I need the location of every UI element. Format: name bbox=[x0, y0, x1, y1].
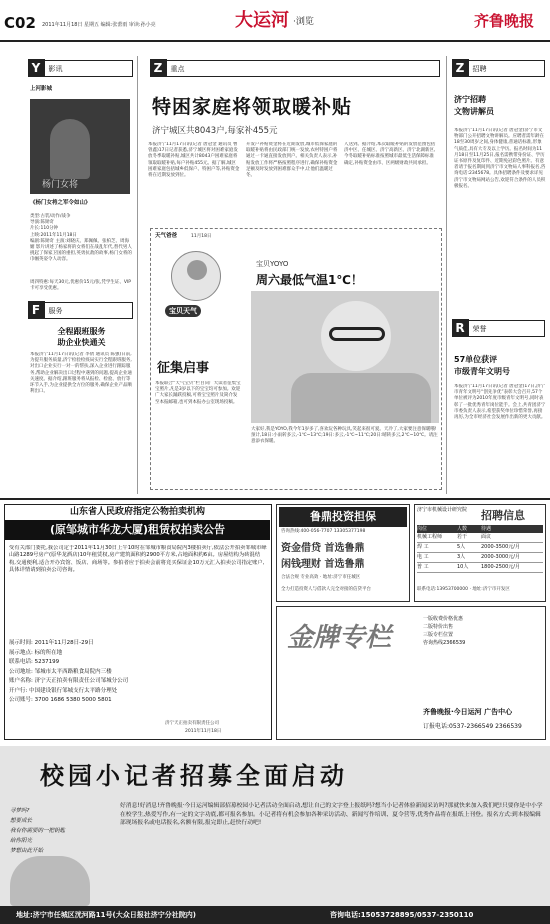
section-service bbox=[28, 302, 133, 319]
page-header bbox=[0, 0, 550, 42]
campus-address: 地址:济宁市任城区洸河路11号(大众日报社济宁分社院内) bbox=[16, 911, 196, 919]
side-line: 给你阳光 bbox=[10, 838, 33, 844]
list-item: 三版专栏位置 bbox=[423, 632, 454, 638]
campus-side-text bbox=[10, 806, 80, 856]
table-row: 电 工 3人 2000-3000元/月 bbox=[417, 553, 543, 563]
campus-footer bbox=[0, 906, 550, 924]
baby-label: 宝贝天气 bbox=[165, 305, 201, 317]
loan-hotline: 咨询热线:400-056-7707 13305377198 bbox=[281, 529, 366, 534]
loan-footer: 全力打造投资人与借款人完全对接的信贷平台 bbox=[281, 587, 371, 592]
column-agency: 齐鲁晚报·今日运河 广告中心 bbox=[423, 708, 513, 716]
logo-head bbox=[187, 260, 207, 280]
film-venue: 上河影城 bbox=[30, 86, 53, 92]
loan-brand: 鲁鼎投资担保 bbox=[279, 507, 407, 527]
weather-date: 11月18日 bbox=[191, 234, 212, 239]
auction-field: 公司账号: 3700 1686 5380 5000 5801 bbox=[9, 697, 112, 703]
header-meta: 2011年11月18日 星期五 编辑:张蕾雨 审读:孙小亮 bbox=[42, 22, 156, 28]
focus-headline: 特困家庭将领取暖补贴 bbox=[152, 96, 353, 118]
table-row: 普 工 10人 1800-2500元/月 bbox=[417, 563, 543, 573]
figure-silhouette bbox=[50, 119, 90, 179]
baby-name: 宝贝YOYO bbox=[256, 260, 289, 268]
side-line: 梦想由此开始 bbox=[10, 848, 44, 854]
service-headline: 全程跟班服务 助企业快通关 bbox=[57, 327, 106, 347]
auction-company: 济宁天正拍卖有限责任公司 bbox=[165, 721, 219, 726]
section-honor bbox=[452, 320, 545, 337]
auction-date: 2011年11月18日 bbox=[185, 729, 222, 734]
baby-body bbox=[291, 373, 431, 423]
campus-headline: 校园小记者招募全面启动 bbox=[40, 761, 348, 790]
auction-field: 账户名称: 济宁天正拍卖有限责任公司邹城分公司 bbox=[9, 678, 129, 684]
movie-title: 《杨门女将之军令如山》 bbox=[30, 200, 91, 206]
jobs-contact: 联系电话:13953700000 · 地址:济宁市开发区 bbox=[417, 587, 510, 592]
movie-schedule: 周四特惠:每天30元,优惠价15元/张,凭学生证、VIP卡可享受优惠。 bbox=[30, 280, 131, 292]
auction-field: 展示地点: 标的所在地 bbox=[9, 649, 63, 656]
auction-field: 展示时间: 2011年11月28日-29日 bbox=[9, 640, 94, 646]
section-label: 荣誉 bbox=[472, 324, 487, 333]
loan-ad bbox=[276, 504, 410, 602]
page-number: C02 bbox=[4, 14, 36, 32]
logo-sub: ·浏览 bbox=[293, 17, 314, 27]
loan-slogan2: 闲钱理财 首选鲁鼎 bbox=[281, 559, 365, 570]
focus-body-col1: 本报济宁11月17日讯(记者 唐冠金 通讯员 曹曾鑫)17日记者获悉,济宁城区将对困难家庭发放冬季取暖补贴,城区共计8043户困难家庭将领取取暖补贴,每户补贴455元。据了解,城区困难家庭包括城乡低保户、特困户等,补贴资金将在近期发放到位。 bbox=[148, 142, 240, 179]
side-line: 寻梦吗? bbox=[10, 808, 30, 814]
list-item: 一版收费价格优惠 bbox=[423, 616, 464, 622]
section-film bbox=[28, 60, 133, 77]
column-phone: 订报电话:0537-2366549 2366539 bbox=[423, 723, 522, 730]
divider bbox=[0, 498, 550, 500]
weather-headline: 周六最低气温1℃！ bbox=[256, 273, 363, 287]
jobs-company: 济宁市机械设计研究院 bbox=[417, 507, 468, 513]
table-row: 焊 工 5人 2000-3500元/月 bbox=[417, 543, 543, 553]
column-title: 金牌专栏 bbox=[287, 623, 392, 653]
auction-notice bbox=[4, 504, 272, 740]
jobs-title: 招聘信息 bbox=[481, 509, 525, 522]
auction-field: 公司地址: 邹城市太平西路粮食局院内三楼 bbox=[9, 668, 112, 675]
paper-name: 齐鲁晚报 bbox=[474, 12, 535, 30]
campus-phone: 咨询电话:15053728895/0537-2350110 bbox=[330, 911, 474, 919]
focus-body-col2: 开发户补贴资金将在近期发放,城市低保家庭的取暖补贴将由民政部门统一发放,农村特困户将通过一卡通直接发放到户。相关负责人表示,补贴发放工作将严格按照程序进行,确保补贴资金足额及时发放到困难群众手中,让他们温暖过冬。 bbox=[246, 142, 338, 179]
side-line: 想要成长 bbox=[10, 818, 33, 824]
recruit-body: 本报济宁11月17日讯(记者 唐冠金)济宁市文物部门公开招聘文物讲解员。应聘者需年龄在18至30周岁之间,身体健康,普通话标准,形象气质佳,具有大专及以上学历。报名时间为11月18日至11月25日,报名需携带身份证、学历证书原件及复印件、近期免冠彩色照片。有意者请于报名期间到济宁市文物局人事科报名,咨询电话:2345678。具体招聘条件及要求详见济宁市文物局网站公告,欢迎符合条件的人员积极报名。 bbox=[454, 128, 546, 189]
recruit-headline: 济宁招聘 文物讲解员 bbox=[454, 95, 494, 116]
movie-info: 类型:古装/动作/战争 导演:陈勋奇 片长:110分钟 上映:2011年11月18日 编剧:陈勋奇 主演:刘晓庆、郑佩佩、张柏芝、周海媚 影片讲述了杨家将的女将们在战乱年代,替代男人挑起了保家卫国的重担,英勇抗敌的故事,杨门女将的巾帼英姿令人动容。 bbox=[30, 214, 132, 263]
divider bbox=[446, 56, 447, 494]
jobs-ad bbox=[414, 504, 546, 602]
logo: 大运河 bbox=[235, 10, 289, 31]
recruit-body: 本报联合“天气宝贝”栏目向广大读者征集宝宝照片,凡是3岁以下的宝宝均可参加。欢迎广大家长踊跃投稿,可将宝宝照片及简介发至本报邮箱,也可到本报办公室现场投稿。 bbox=[155, 381, 241, 405]
side-line: 我有你需要的一把钥匙 bbox=[10, 828, 66, 834]
campus-body: 好消息!好消息!齐鲁晚报·今日运河编辑部招募校园小记者活动全面启动,想让自己的文字登上报纸吗?想当小记者体验新闻采访吗?那就快来加入我们吧!只要你是中小学在校学生,热爱写作,有一定的文字功底,都可报名参加。小记者将有机会参加各种采访活动、新闻写作培训、夏令营等,优秀作品将在报纸上刊登。报名方式:到本报编辑部现场报名或电话报名,名额有限,报完即止,赶快行动吧! bbox=[120, 803, 543, 826]
section-letter: R bbox=[452, 319, 469, 336]
baby-photo bbox=[251, 291, 439, 423]
loan-address: 合法合规 专业高效 · 地址:济宁市任城区 bbox=[281, 575, 361, 580]
column-list bbox=[423, 615, 541, 647]
auction-title: (原邹城市华龙大厦)租赁权拍卖公告 bbox=[5, 520, 270, 540]
section-letter: Z bbox=[452, 59, 469, 76]
campus-ad bbox=[0, 746, 550, 924]
honor-headline: 57单位获评 市级青年文明号 bbox=[454, 355, 510, 376]
section-label: 招聘 bbox=[472, 64, 487, 73]
service-body: 本报济宁11月17日讯(记者 李倩 通讯员 陈强)日前,为提升服务质量,济宁检验检疫局实行全程跟班服务,对出口企业实行一对一的帮扶,深入企业进行跟踪服务,帮助企业解决出口过程中遇到的问题,提高企业通关速度。据介绍,跟班服务将从报检、检验、放行等环节入手,为企业提供全方位的服务,确保企业产品顺利出口。 bbox=[30, 352, 132, 395]
auction-body: 受有关部门委托,我公司定于2011年11月30日上午10时在邹城市粮食局院内3楼拍卖厅,依法公开拍卖邹城市峄山路1289号房产(原华龙酒店)10年租赁权,房产建筑面积约2900平方米,占地面积约6亩。房屋结构为砖混结构,交通便利,适合开办宾馆、饭店、商场等。参拍者应于拍卖会前将竞买保证金10万元汇入拍卖公司指定账户,具体详情请到拍卖公司咨询。 bbox=[9, 545, 267, 574]
section-letter: Y bbox=[28, 59, 45, 76]
list-item: 二版特价出售 bbox=[423, 624, 454, 630]
auction-field: 联系电话: 5237199 bbox=[9, 659, 60, 665]
jobs-header: 岗位 人数 待遇 bbox=[417, 525, 543, 533]
loan-slogan1: 资金借贷 首选鲁鼎 bbox=[281, 543, 365, 554]
section-letter: Z bbox=[150, 59, 167, 76]
section-label: 影讯 bbox=[48, 64, 63, 73]
student-photo bbox=[10, 856, 90, 906]
honor-body: 本报济宁11月17日讯(记者 唐冠金)17日,济宁市青年文明号“创先争优”表彰大会召开,57个单位被评为2010年度市级青年文明号,同时表彰了一批优秀青年岗位能手。会上,共青团济宁市委负责人表示,希望获奖单位珍惜荣誉,再接再厉,为全市经济社会发展作出新的更大贡献。 bbox=[454, 384, 546, 421]
table-row: 机械工程师 若干 面议 bbox=[417, 533, 543, 543]
weather-brand: 天气爸爸 bbox=[155, 233, 178, 239]
recruit-title: 征集启事 bbox=[157, 361, 210, 376]
section-focus bbox=[150, 60, 440, 77]
auction-top: 山东省人民政府指定公物拍卖机构 bbox=[5, 505, 270, 519]
movie-poster bbox=[30, 99, 130, 194]
jobs-table bbox=[417, 525, 543, 573]
section-letter: F bbox=[28, 301, 45, 318]
poster-text: 杨门女将 bbox=[42, 180, 79, 190]
divider bbox=[137, 56, 138, 494]
focus-body-col3: 人送到。据介绍,本次取暖补贴的发放范围包括济中区、任城区、济宁高新区、济宁北湖新区,今冬取暖补贴标准按照城市最低生活保障标准确定,补贴资金由市、区两级财政共同承担。 bbox=[344, 142, 436, 166]
section-label: 服务 bbox=[48, 306, 63, 315]
column-ad bbox=[276, 606, 546, 740]
weather-box bbox=[150, 228, 442, 490]
section-label: 重点 bbox=[170, 64, 185, 73]
auction-fields bbox=[9, 639, 267, 706]
focus-subhead: 济宁城区共8043户,每家补455元 bbox=[152, 126, 278, 136]
auction-field: 开户行: 中国建设银行邹城支行太平路分理处 bbox=[9, 687, 118, 694]
weather-caption: 大家好,我是YOYO,我今年1岁多了,喜欢玩各种玩具,笑起来很可爱。天冷了,大家要注意保暖哦! 预计,18日:小雨转多云,-1℃~13℃;19日:多云,-1℃~11℃;20日:晴转多云,2℃~10℃。请注意添衣保暖。 bbox=[251, 427, 438, 445]
section-recruit bbox=[452, 60, 545, 77]
glasses bbox=[329, 327, 385, 341]
list-item: 咨询热线2366539 bbox=[423, 640, 466, 646]
baby-logo bbox=[171, 251, 221, 301]
